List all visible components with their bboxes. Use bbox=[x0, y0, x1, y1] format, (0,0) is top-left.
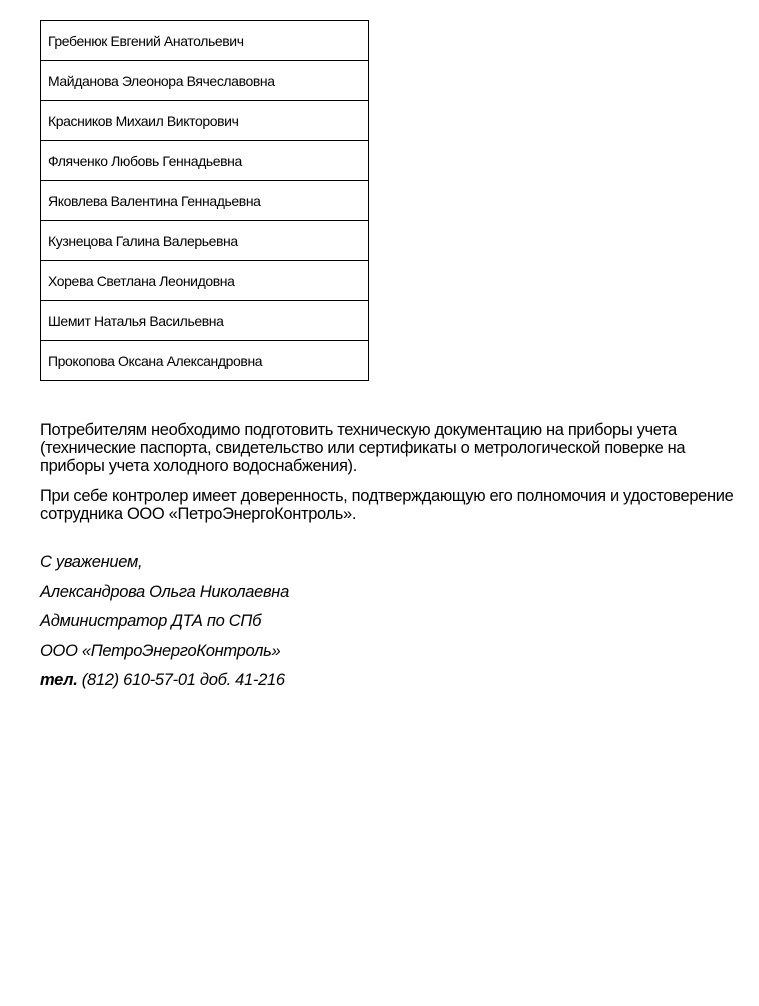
signer-position: Администратор ДТА по СПб bbox=[40, 612, 262, 630]
signature-block bbox=[40, 550, 289, 698]
name-cell: Красников Михаил Викторович bbox=[41, 101, 369, 141]
names-table bbox=[40, 20, 369, 381]
table-row bbox=[41, 141, 369, 181]
phone-number: (812) 610-57-01 доб. 41-216 bbox=[81, 671, 285, 689]
name-cell: Прокопова Оксана Александровна bbox=[41, 341, 369, 381]
name-cell: Гребенюк Евгений Анатольевич bbox=[41, 21, 369, 61]
table-row bbox=[41, 61, 369, 101]
phone-label: тел. bbox=[40, 671, 78, 689]
name-cell: Фляченко Любовь Геннадьевна bbox=[41, 141, 369, 181]
name-cell: Яковлева Валентина Геннадьевна bbox=[41, 181, 369, 221]
table-row bbox=[41, 181, 369, 221]
table-row bbox=[41, 101, 369, 141]
table-row bbox=[41, 221, 369, 261]
company-name: ООО «ПетроЭнергоКонтроль» bbox=[40, 641, 281, 660]
closing-line: С уважением, bbox=[40, 553, 143, 571]
name-cell: Кузнецова Галина Валерьевна bbox=[41, 221, 369, 261]
inspector-paragraph: При себе контролер имеет доверенность, подтверждающую его полномочия и удостоверение сотрудника ООО «ПетроЭнергоКонтроль». bbox=[40, 487, 734, 523]
documentation-paragraph: Потребителям необходимо подготовить техническую документацию на приборы учета (технические паспорта, свидетельство или сертификаты о метрологической поверке на приборы учета холодного водоснабжения). bbox=[40, 421, 686, 475]
name-cell: Хорева Светлана Леонидовна bbox=[41, 261, 369, 301]
phone-line bbox=[40, 668, 289, 698]
table-row bbox=[41, 301, 369, 341]
signer-name: Александрова Ольга Николаевна bbox=[40, 582, 289, 601]
table-row bbox=[41, 21, 369, 61]
table-row bbox=[41, 341, 369, 381]
name-cell: Шемит Наталья Васильевна bbox=[41, 301, 369, 341]
table-row bbox=[41, 261, 369, 301]
name-cell: Майданова Элеонора Вячеславовна bbox=[41, 61, 369, 101]
